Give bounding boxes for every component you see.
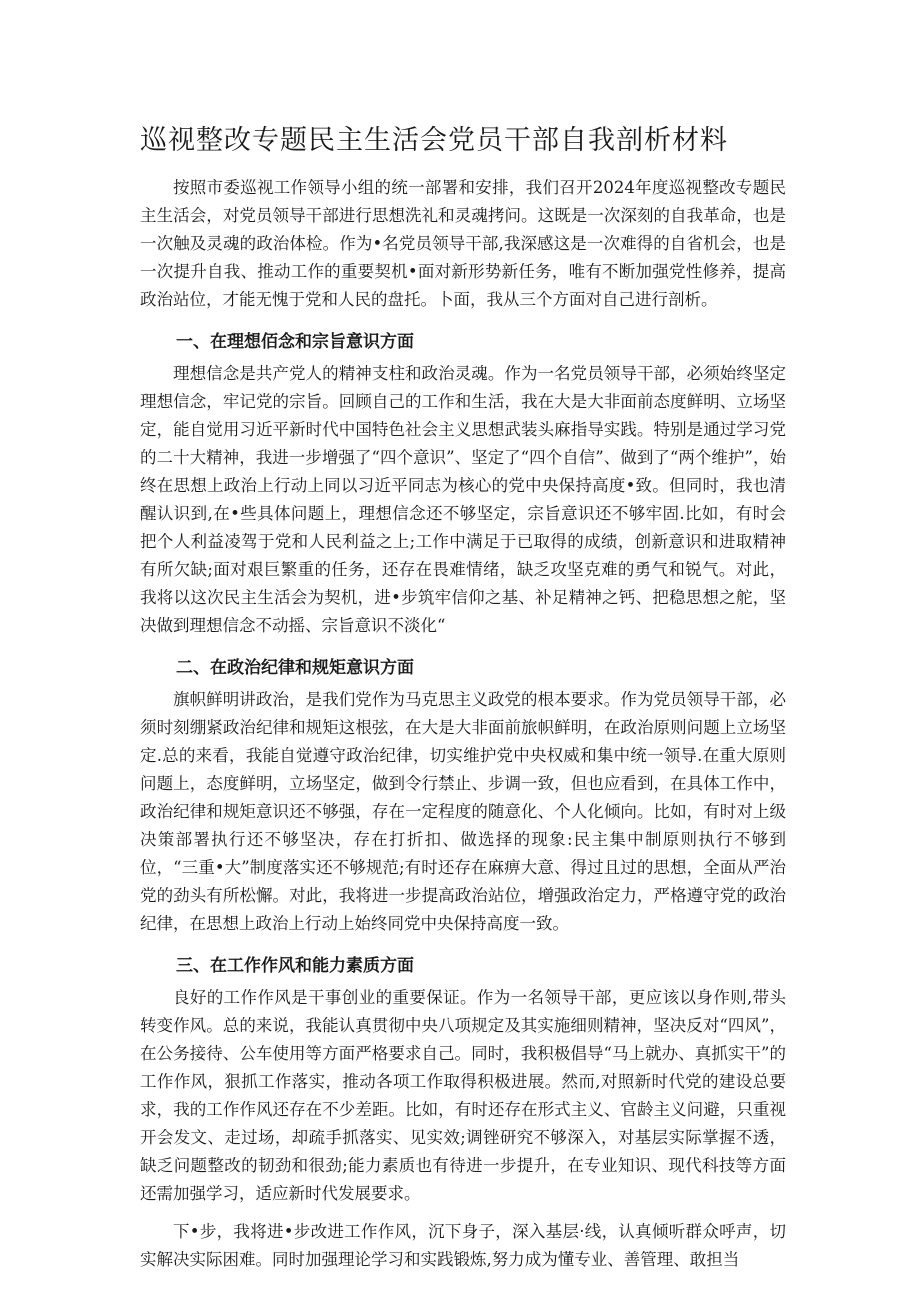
section-heading: 二、在政治纪律和规矩意识方面 [176,658,414,678]
document-title: 巡视整改专题民主生活会党员干部自我剖析材料 [140,125,728,156]
document-page [140,118,786,1274]
section-body: 理想信念是共产党人的精神支柱和政治灵魂。作为一名党员领导干部，必须始终坚定理想信念，牢记党的宗旨。回顾自己的工作和生活，我在大是大非面前态度鲜明、立场坚定，能自觉用习近平新时代中国特色社会主义思想武装头麻指导实践。特别是通过学习党的二十大精神，我进一步增强了“四个意识”、坚定了“四个自信”、做到了“两个维护”，始终在思想上政治上行动上同以习近平同志为核心的党中央保持高度•致。但同时，我也清醒认识到,在•些具体问题上，理想信念还不够坚定，宗旨意识还不够牢固.比如，有时会把个人利益凌驾于党和人民利益之上;工作中满足于已取得的成绩，创新意识和进取精神有所欠缺;面对艰巨繁重的任务，还存在畏难情绪，缺乏攻坚克难的勇气和锐气。对此，我将以这次民主生活会为契机，进•步筑牢信仰之基、补足精神之钙、把稳思想之舵，坚决做到理想信念不动摇、宗旨意识不淡化“ [140,364,786,635]
section-heading: 三、在工作作风和能力素质方面 [176,956,414,976]
section-ideals [140,328,786,640]
section-discipline [140,654,786,938]
intro-paragraph: 按照市委巡视工作领导小组的统一部署和安排，我们召开2024年度巡视整改专题民主生活会，对党员领导干部进行思想洗礼和灵魂拷问。这既是一次深刻的自我革命，也是一次触及灵魂的政治体检。作为•名党员领导干部,我深感这是一次难得的自省机会，也是一次提升自我、推动工作的重要契机•面对新形势新任务，唯有不断加强党性修养，提高政治站位，才能无愧于党和人民的盘托。卜面，我从三个方面对自己进行剖析。 [140,178,786,309]
section-heading: 一、在理想佰念和宗旨意识方面 [176,332,414,352]
paragraph-gap [140,1208,786,1218]
section-work-style [140,952,786,1208]
section-body: 良好的工作作风是干事创业的重要保证。作为一名领导干部，更应该以身作则,带头转变作风。总的来说，我能认真贯彻中央八项规定及其实施细则精神，坚决反对“四风”，在公务接待、公车使用等方面严格要求自己。同时，我积极倡导“马上就办、真抓实干”的工作作风，狠抓工作落实，推动各项工作取得积极进展。然而,对照新时代党的建设总要求，我的工作作风还存在不少差距。比如，有时还存在形式主义、官龄主义问避，只重视开会发文、走过场，却疏手抓落实、见实效;调锉研究不够深入，对基层实际掌握不透，缺乏问题整改的韧劲和很劲;能力素质也有待进一步提升，在专业知识、现代科技等方面还需加强学习，适应新时代发展要求。 [140,988,786,1203]
section-body: 旗帜鲜明讲政治，是我们党作为马克思主义政党的根本要求。作为党员领导干部，必须时刻绷紧政治纪律和规矩这根弦，在大是大非面前旅帜鲜明，在政治原则问题上立场坚定.总的来看，我能自觉遵守政治纪律，切实维护党中央权威和集中统一领导.在重大原则问题上，态度鲜明，立场坚定，做到令行禁止、步调一致，但也应看到，在具体工作中，政治纪律和规矩意识还不够强，存在一定程度的随意化、个人化倾向。比如，有时对上级决策部署执行还不够坚决，存在打折扣、做选择的现象:民主集中制原则执行不够到位，“三重•大”制度落实还不够规范;有时还存在麻痹大意、得过且过的思想，全面从严治党的劲头有所松懈。对此，我将进一步提高政治站位，增强政治定力，严格遵守党的政治纪律，在思想上政治上行动上始终同党中央保持高度一致。 [140,690,786,933]
closing-paragraph: 下•步，我将进•步改进工作作风，沉下身子，深入基层·线，认真倾听群众呼声，切实解决实际困难。同时加强理论学习和实践锻炼,努力成为懂专业、善管理、敢担当 [140,1222,786,1269]
